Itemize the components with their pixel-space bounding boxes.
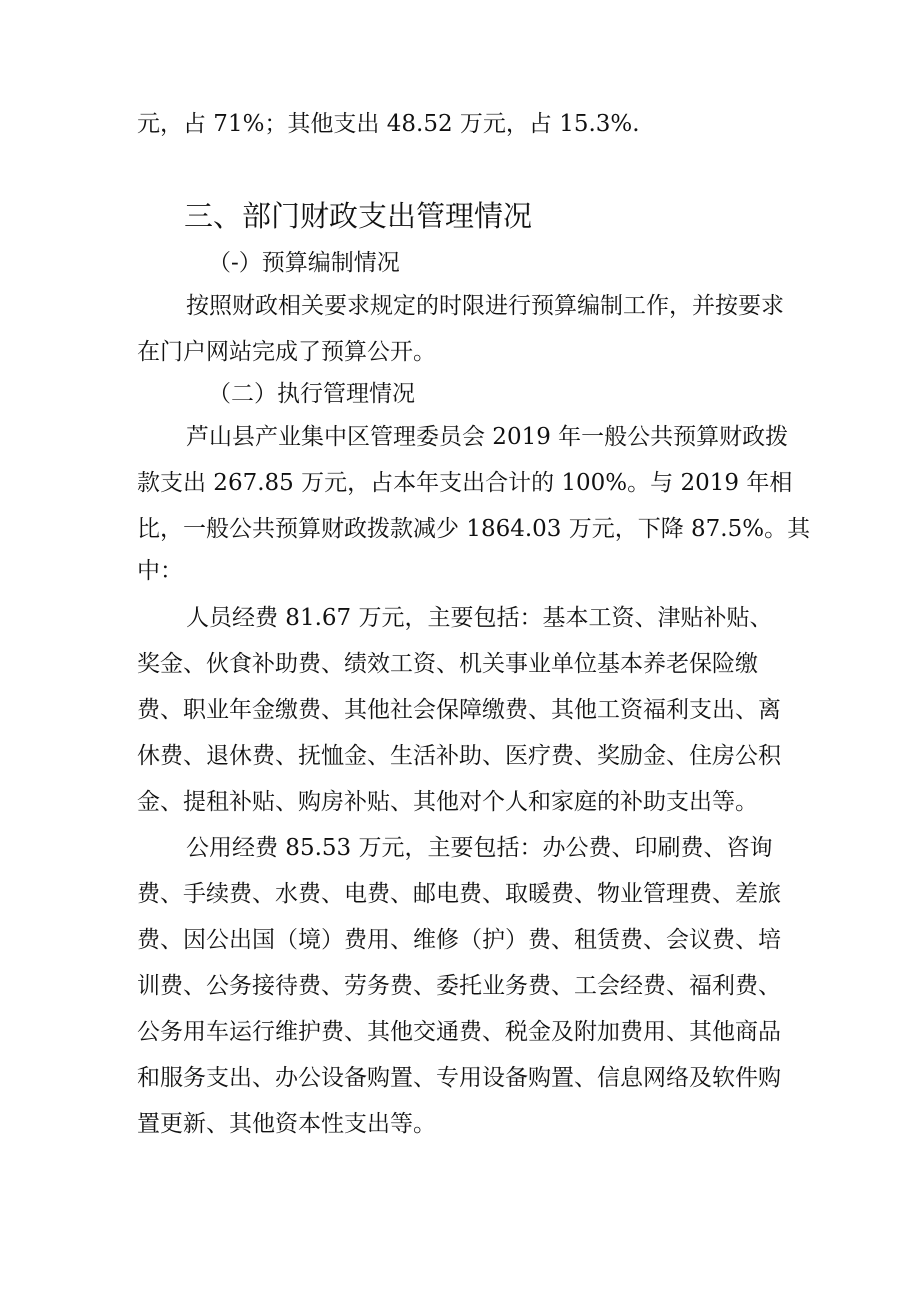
paragraph-line: 费、因公出国（境）费用、维修（护）费、租赁费、会议费、培 [137,927,781,953]
paragraph-line: 费、职业年金缴费、其他社会保障缴费、其他工资福利支出、离 [137,697,781,723]
subsection-title-execution-management: （二）执行管理情况 [208,381,415,407]
paragraph-line: 奖金、伙食补助费、绩效工资、机关事业单位基本养老保险缴 [137,651,758,677]
paragraph-line: 公用经费 85.53 万元，主要包括：办公费、印刷费、咨询 [186,835,773,861]
paragraph-line: 训费、公务接待费、劳务费、委托业务费、工会经费、福利费、 [137,973,781,999]
paragraph-line: 和服务支出、办公设备购置、专用设备购置、信息网络及软件购 [137,1065,781,1091]
paragraph-line: 款支出 267.85 万元，占本年支出合计的 100%。与 2019 年相 [137,470,793,496]
paragraph-line: 按照财政相关要求规定的时限进行预算编制工作，并按要求 [186,293,784,319]
paragraph-line: 中： [137,558,183,584]
paragraph-line: 人员经费 81.67 万元，主要包括：基本工资、津贴补贴、 [186,605,773,631]
paragraph-line: 芦山县产业集中区管理委员会 2019 年一般公共预算财政拨 [186,424,789,450]
paragraph-line: 置更新、其他资本性支出等。 [137,1111,436,1137]
intro-line: 元，占 71%；其他支出 48.52 万元，占 15.3%. [137,111,640,137]
subsection-title-budget-preparation: （-）预算编制情况 [208,250,400,276]
paragraph-line: 金、提租补贴、购房补贴、其他对个人和家庭的补助支出等。 [137,789,758,815]
section-title: 三、部门财政支出管理情况 [184,199,533,233]
paragraph-line: 休费、退休费、抚恤金、生活补助、医疗费、奖励金、住房公积 [137,743,781,769]
paragraph-line: 费、手续费、水费、电费、邮电费、取暖费、物业管理费、差旅 [137,881,781,907]
paragraph-line: 公务用车运行维护费、其他交通费、税金及附加费用、其他商品 [137,1019,781,1045]
paragraph-line: 在门户网站完成了预算公开。 [137,339,436,365]
paragraph-line: 比，一般公共预算财政拨款减少 1864.03 万元，下降 87.5%。其 [137,516,811,542]
